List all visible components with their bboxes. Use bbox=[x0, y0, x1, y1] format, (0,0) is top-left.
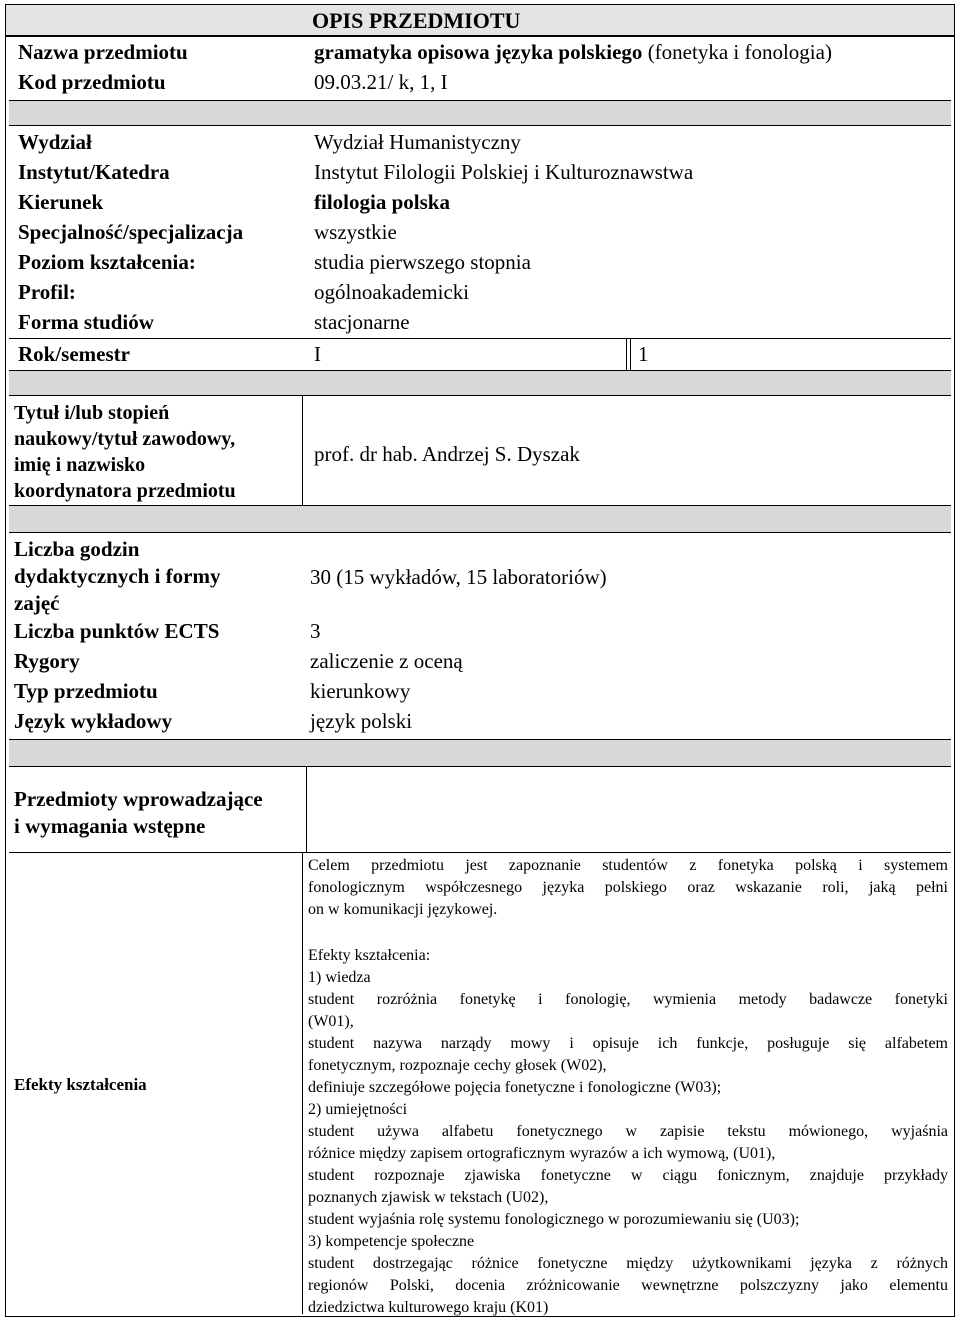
outcome-line: student rozróżnia fonetykę i fonologię, wymienia metody badawcze fonetyki bbox=[308, 991, 948, 1008]
course-goal bbox=[308, 855, 948, 921]
outcome-line: dziedzictwa kulturowego kraju (K01) bbox=[308, 1299, 549, 1316]
coordinator-label-line: Tytuł i/lub stopień bbox=[14, 402, 170, 424]
faculty-label: Wydział bbox=[18, 130, 92, 154]
course-goal-line: fonologicznym współczesnego języka polskiego oraz wskazanie roli, jaką pełni bbox=[308, 879, 948, 896]
prerequisites-label-line: Przedmioty wprowadzające bbox=[14, 787, 263, 811]
outcome-line: (W01), bbox=[308, 1013, 354, 1030]
outcome-line: różnice między zapisem ortograficznym wyrazów a ich wymową, (U01), bbox=[308, 1145, 776, 1162]
study-form-value: stacjonarne bbox=[314, 310, 410, 334]
hours-label bbox=[14, 536, 221, 617]
profile-value: ogólnoakademicki bbox=[314, 280, 470, 304]
ects-label: Liczba punktów ECTS bbox=[14, 619, 220, 643]
separator-band bbox=[9, 739, 951, 767]
learning-outcomes bbox=[308, 945, 948, 1319]
separator-band bbox=[9, 505, 951, 533]
hours-label-line: dydaktycznych i formy bbox=[14, 564, 221, 588]
institute-value: Instytut Filologii Polskiej i Kulturoznawstwa bbox=[314, 160, 694, 184]
institute-label: Instytut/Katedra bbox=[18, 160, 170, 184]
rigor-label: Rygory bbox=[14, 649, 80, 673]
coordinator-label-line: koordynatora przedmiotu bbox=[14, 480, 236, 502]
profile-label: Profil: bbox=[18, 280, 76, 304]
subject-code-value: 09.03.21/ k, 1, I bbox=[314, 70, 448, 94]
outcome-line: 3) kompetencje społeczne bbox=[308, 1233, 475, 1250]
course-goal-line: Celem przedmiotu jest zapoznanie studentów z fonetyka polską i systemem bbox=[308, 857, 948, 874]
subject-name-label: Nazwa przedmiotu bbox=[18, 40, 188, 64]
year-semester-label: Rok/semestr bbox=[18, 342, 130, 366]
outcome-line: definiuje szczegółowe pojęcia fonetyczne i fonologiczne (W03); bbox=[308, 1079, 722, 1096]
course-description-sheet bbox=[5, 4, 955, 1317]
coordinator-label-line: imię i nazwisko bbox=[14, 454, 146, 476]
outcome-line: poznanych zjawisk w tekstach (U02), bbox=[308, 1189, 549, 1206]
ects-value: 3 bbox=[310, 619, 321, 643]
outcome-line: student rozpoznaje zjawiska fonetyczne w ciągu fonicznym, znajduje przykłady bbox=[308, 1167, 948, 1184]
specialty-label: Specjalność/specjalizacja bbox=[18, 220, 244, 244]
course-goal-line: on w komunikacji językowej. bbox=[308, 901, 498, 918]
prerequisites-label bbox=[14, 786, 263, 840]
subject-type-label: Typ przedmiotu bbox=[14, 679, 158, 703]
outcome-line: regionów Polski, docenia zróżnicowanie wewnętrzne polszczyzny jako elementu bbox=[308, 1277, 948, 1294]
faculty-value: Wydział Humanistyczny bbox=[314, 130, 521, 154]
outcomes-label: Efekty kształcenia bbox=[14, 1075, 147, 1094]
coordinator-name: prof. dr hab. Andrzej S. Dyszak bbox=[314, 442, 580, 466]
outcome-line: student nazywa narządy mowy i opisuje ich funkcje, posługuje się alfabetem bbox=[308, 1035, 948, 1052]
hours-label-line: Liczba godzin bbox=[14, 537, 140, 561]
prerequisites-label-line: i wymagania wstępne bbox=[14, 814, 206, 838]
specialty-value: wszystkie bbox=[314, 220, 397, 244]
subject-code-label: Kod przedmiotu bbox=[18, 70, 166, 94]
rigor-value: zaliczenie z oceną bbox=[310, 649, 463, 673]
direction-value: filologia polska bbox=[314, 190, 450, 214]
semester-divider bbox=[626, 338, 627, 370]
coordinator-label bbox=[14, 400, 236, 504]
outcome-line: 1) wiedza bbox=[308, 969, 371, 986]
language-label: Język wykładowy bbox=[14, 709, 173, 733]
outcome-line: student używa alfabetu fonetycznego w zapisie tekstu mówionego, wyjaśnia bbox=[308, 1123, 948, 1140]
subject-name-value bbox=[314, 40, 832, 65]
level-label: Poziom kształcenia: bbox=[18, 250, 196, 274]
coordinator-label-line: naukowy/tytuł zawodowy, bbox=[14, 428, 236, 450]
language-value: język polski bbox=[310, 709, 413, 733]
semester-value: 1 bbox=[638, 342, 649, 366]
subject-name-rest: (fonetyka i fonologia) bbox=[642, 40, 832, 64]
outcome-line: fonetycznym, rozpoznaje cechy głosek (W02), bbox=[308, 1057, 607, 1074]
outcome-line: 2) umiejętności bbox=[308, 1101, 408, 1118]
subject-type-value: kierunkowy bbox=[310, 679, 411, 703]
hours-label-line: zajęć bbox=[14, 591, 60, 615]
outcome-line: student dostrzegając różnice fonetyczne między użytkownikami języka z różnych bbox=[308, 1255, 948, 1272]
level-value: studia pierwszego stopnia bbox=[314, 250, 531, 274]
direction-label: Kierunek bbox=[18, 190, 104, 214]
semester-divider-inner bbox=[630, 338, 631, 370]
study-form-label: Forma studiów bbox=[18, 310, 154, 334]
hours-value: 30 (15 wykładów, 15 laboratoriów) bbox=[310, 565, 607, 589]
separator-band bbox=[9, 100, 951, 126]
separator-band bbox=[9, 370, 951, 396]
year-value: I bbox=[314, 342, 321, 366]
outcome-line: student wyjaśnia rolę systemu fonologicznego w porozumiewaniu się (U03); bbox=[308, 1211, 800, 1228]
document-title: OPIS PRZEDMIOTU bbox=[312, 8, 521, 33]
subject-name-bold: gramatyka opisowa języka polskiego bbox=[314, 40, 643, 64]
outcome-line: Efekty kształcenia: bbox=[308, 947, 431, 964]
